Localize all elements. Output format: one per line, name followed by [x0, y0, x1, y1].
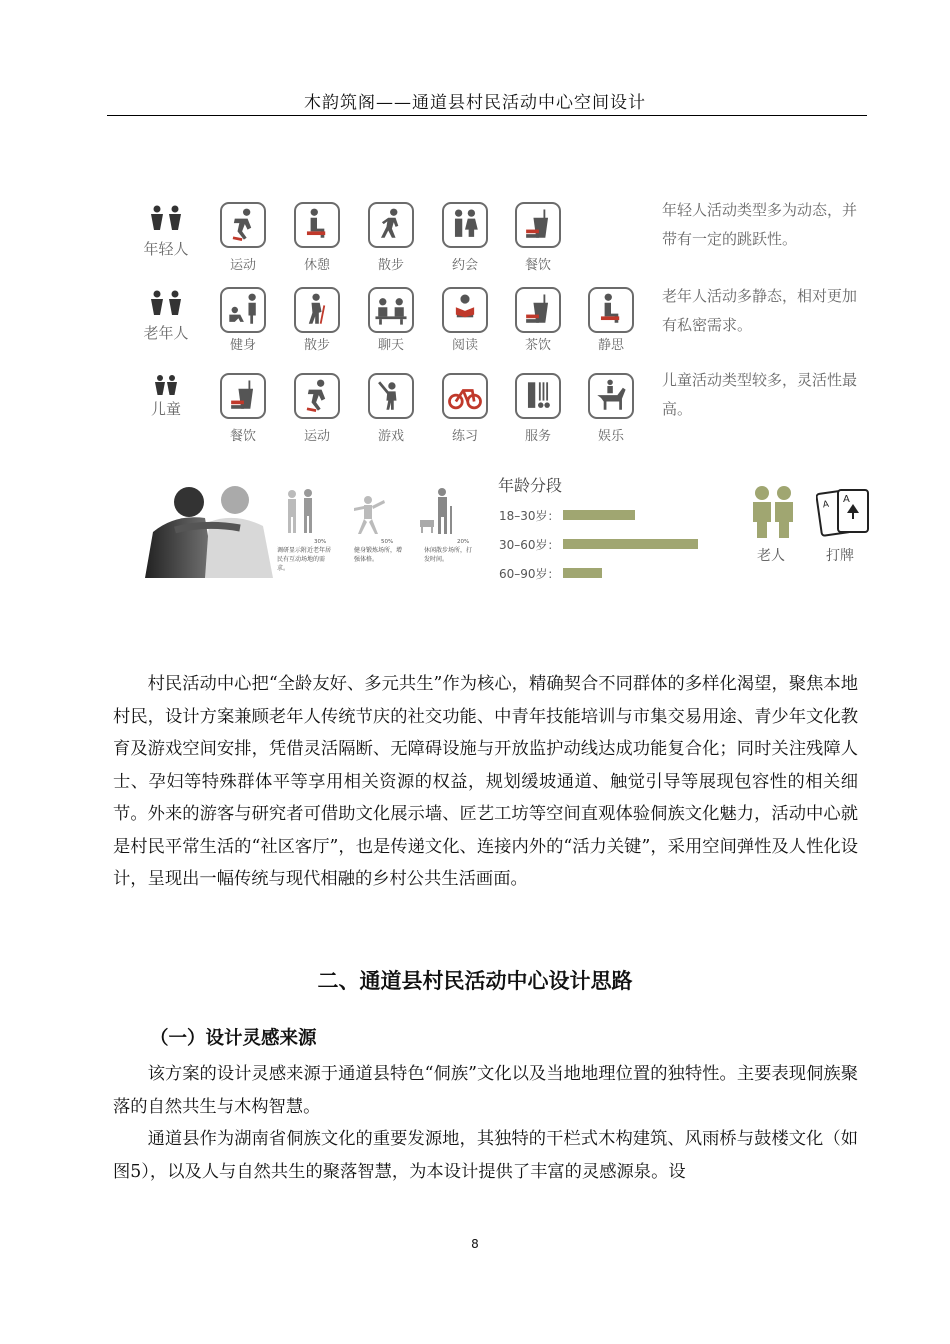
cane-walking-icon: [294, 287, 340, 333]
dog-walking-photo: [418, 486, 458, 536]
age-bar-label: 18–30岁：: [499, 509, 560, 523]
food-icon: [220, 373, 266, 419]
elderly-people-icon: [146, 290, 186, 320]
group-label-children: 儿童: [150, 400, 181, 418]
page-number: 8: [471, 1237, 479, 1251]
activity-label: 健身: [229, 338, 256, 353]
food-icon: [515, 202, 561, 248]
paragraph: 村民活动中心把“全龄友好、多元共生”作为核心，精确契合不同群体的多样化渴望，聚焦本地村民，设计方案兼顾老年人传统节庆的社交功能、中青年技能培训与市集交易用途、青少年文化教育及游戏空间安排，凭借灵活隔断、无障碍设施与开放监护动线达成功能复合化；同时关注残障人士、孕妇等特殊群体平等享用相关资源的权益，规划缓坡通道、触觉引导等展现包容性的相关细节。外来的游客与研究者可借助文化展示墙、匠艺工坊等空间直观体验侗族文化魅力，活动中心就是村民平常生活的“社区客厅”，也是传递文化、连接内外的“活力关键”，采用空间弹性及人性化设计，呈现出一幅传统与现代相融的乡村公共生活画面。: [113, 674, 858, 889]
subsection-heading: （一）设计灵感来源: [150, 1028, 317, 1049]
barber-icon: [515, 373, 561, 419]
svg-text:A: A: [843, 494, 850, 505]
activity-label: 运动: [229, 258, 256, 273]
walking-icon: [368, 202, 414, 248]
svg-text:A: A: [822, 499, 830, 511]
group-label-young: 年轻人: [143, 240, 189, 258]
paragraph: 通道县作为湖南省侗族文化的重要发源地，其独特的干栏式木构建筑、风雨桥与鼓楼文化（如图5），以及人与自然共生的聚落智慧，为本设计提供了丰富的灵感源泉。设: [113, 1129, 858, 1182]
activity-infographic: [0, 0, 950, 600]
group-note-children: 儿童活动类型较多，灵活性最高。: [662, 371, 858, 418]
elderly-couple-icon: [745, 484, 801, 540]
age-bar-label: 30–60岁：: [499, 538, 560, 552]
photo-percent: 20%: [457, 539, 470, 545]
reading-icon: [442, 287, 488, 333]
photo-caption: 健身锻炼场所，增强体格。: [354, 547, 403, 563]
group-label-elderly: 老年人: [143, 324, 189, 342]
skating-icon: [220, 202, 266, 248]
right-icon-label: 老人: [757, 548, 785, 564]
activity-label: 娱乐: [597, 429, 624, 444]
group-note-elderly: 老年人活动多静态，相对更加有私密需求。: [662, 287, 858, 334]
running-header: 木韵筑阁——通道县村民活动中心空间设计: [304, 93, 646, 113]
drink-icon: [515, 287, 561, 333]
group-note-young: 年轻人活动类型多为动态，并带有一定的跳跃性。: [662, 201, 858, 248]
activity-label: 散步: [303, 338, 330, 353]
photo-caption: 调研显示附近老年居民有互动场地的需求。: [277, 547, 332, 572]
activity-label: 阅读: [451, 338, 478, 353]
activity-label: 约会: [451, 258, 478, 273]
children-icon: [146, 374, 186, 400]
sitting-icon: [588, 287, 634, 333]
activity-label: 休憩: [303, 258, 330, 273]
activity-label: 练习: [451, 429, 478, 444]
paragraph: 该方案的设计灵感来源于通道县特色“侗族”文化以及当地地理位置的独特性。主要表现侗族聚落的自然共生与木构智慧。: [113, 1064, 858, 1117]
activity-label: 餐饮: [524, 258, 551, 273]
body-paragraph-2: [113, 1058, 858, 1188]
fitness-icon: [220, 287, 266, 333]
activity-label: 聊天: [377, 338, 404, 353]
activity-label: 茶饮: [524, 338, 551, 353]
activity-label: 餐饮: [229, 429, 256, 444]
age-bar: [563, 539, 698, 549]
right-icon-label: 打牌: [826, 548, 854, 564]
bicycle-icon: [442, 373, 488, 419]
age-chart-title: 年龄分段: [498, 476, 563, 495]
chat-icon: [368, 287, 414, 333]
activity-label: 服务: [524, 429, 551, 444]
age-bar: [563, 568, 602, 578]
walking-couple-photo: [280, 488, 322, 536]
horse-icon: [588, 373, 634, 419]
playing-cards-icon: [816, 486, 872, 540]
seat-icon: [294, 202, 340, 248]
photo-percent: 50%: [381, 539, 394, 545]
photo-percent: 30%: [314, 539, 327, 545]
section-heading: 二、通道县村民活动中心设计思路: [317, 969, 633, 993]
baseball-icon: [368, 373, 414, 419]
skating-icon: [294, 373, 340, 419]
activity-label: 游戏: [377, 429, 404, 444]
photo-caption: 休闲散步场所，打发时间。: [424, 547, 473, 563]
elderly-couple-photo: [145, 482, 277, 578]
age-bar: [563, 510, 635, 520]
age-bar-label: 60–90岁：: [499, 567, 560, 581]
activity-label: 静思: [597, 338, 624, 353]
couple-icon: [442, 202, 488, 248]
taichi-photo: [350, 494, 390, 536]
young-people-icon: [146, 205, 186, 235]
activity-label: 散步: [377, 258, 404, 273]
body-paragraph-1: [113, 668, 858, 896]
activity-label: 运动: [303, 429, 330, 444]
